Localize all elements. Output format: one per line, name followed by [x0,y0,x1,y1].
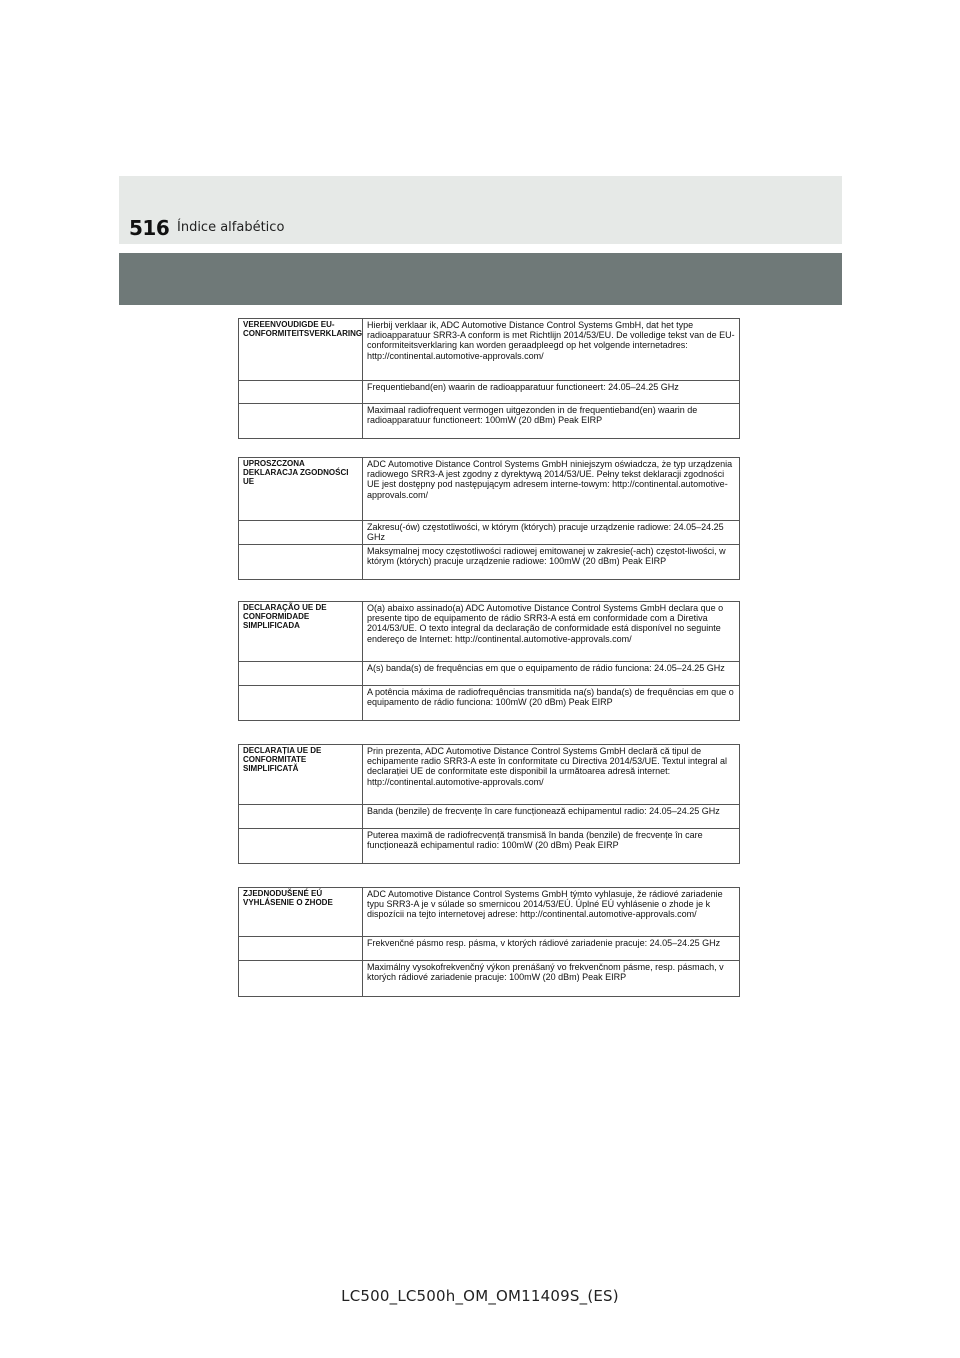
max-power-text: Puterea maximă de radiofrecvență transmisă în banda (benzile) de frecvențe în care funcționează echipamentul radio: 100mW (20 dBm) Peak EIRP [363,829,740,864]
frequency-band-text: Banda (benzile) de frecvențe în care funcționează echipamentul radio: 24.05–24.25 GHz [363,805,740,829]
declaration-text: ADC Automotive Distance Control Systems GmbH niniejszym oświadcza, że typ urządzenia radiowego SRR3-A jest zgodny z dyrektywą 2014/53/UE. Pełny tekst deklaracji zgodności UE jest dostępny pod następującym adresem interne-towym: http://continental.automotive-approvals.com/ [363,458,740,521]
declaration-table-pl [238,457,740,580]
declaration-table-ro [238,744,740,864]
frequency-band-text: Zakresu(-ów) częstotliwości, w którym (których) pracuje urządzenie radiowe: 24.05–24.25 GHz [363,521,740,545]
empty-label-cell [239,961,363,997]
max-power-text: A potência máxima de radiofrequências transmitida na(s) banda(s) de frequências em que o equipamento de rádio funciona: 100mW (20 dBm) Peak EIRP [363,686,740,721]
empty-label-cell [239,829,363,864]
frequency-band-text: Frequentieband(en) waarin de radioapparatuur functioneert: 24.05–24.25 GHz [363,381,740,404]
declaration-table-nl [238,318,740,439]
declaration-text: O(a) abaixo assinado(a) ADC Automotive Distance Control Systems GmbH declara que o presente tipo de equipamento de rádio SRR3-A está em conformidade com a Diretiva 2014/53/UE. O texto integral da declaração de conformidade está disponível no seguinte endereço de Internet: http://continental.automotive-approvals.com/ [363,602,740,662]
empty-label-cell [239,805,363,829]
frequency-band-text: A(s) banda(s) de frequências em que o equipamento de rádio funciona: 24.05–24.25 GHz [363,662,740,686]
document-code: LC500_LC500h_OM_OM11409S_(ES) [341,1287,619,1305]
declaration-label: DECLARAȚIA UE DE CONFORMITATE SIMPLIFICATĂ [239,745,363,805]
declaration-label: VEREENVOUDIGDE EU-CONFORMITEITSVERKLARING [239,319,363,381]
declaration-text: Prin prezenta, ADC Automotive Distance Control Systems GmbH declară că tipul de echipamente radio SRR3-A este în conformitate cu Directiva 2014/53/UE. Textul integral al declarației UE de conformitate este disponibil la următoarea adresă internet: http://continental.automotive-approvals.com/ [363,745,740,805]
declaration-table-sk [238,887,740,997]
empty-label-cell [239,521,363,545]
declaration-text: ADC Automotive Distance Control Systems GmbH týmto vyhlasuje, že rádiové zariadenie typu SRR3-A je v súlade so smernicou 2014/53/EÚ. Úplné EÚ vyhlásenie o zhode je k dispozícii na tejto internetovej adrese: http://continental.automotive-approvals.com/ [363,888,740,937]
declaration-label: DECLARAÇÃO UE DE CONFORMIDADE SIMPLIFICADA [239,602,363,662]
declaration-label: UPROSZCZONA DEKLARACJA ZGODNOŚCI UE [239,458,363,521]
empty-label-cell [239,662,363,686]
max-power-text: Maximaal radiofrequent vermogen uitgezonden in de frequentieband(en) waarin de radioapparatuur functioneert: 100mW (20 dBm) Peak EIRP [363,404,740,439]
declaration-table-pt [238,601,740,721]
frequency-band-text: Frekvenčné pásmo resp. pásma, v ktorých rádiové zariadenie pracuje: 24.05–24.25 GHz [363,937,740,961]
page-header [119,176,842,244]
max-power-text: Maximálny vysokofrekvenčný výkon prenášaný vo frekvenčnom pásme, resp. pásmach, v ktorých rádiové zariadenie pracuje: 100mW (20 dBm) Peak EIRP [363,961,740,997]
empty-label-cell [239,686,363,721]
page-number: 516 [129,216,170,240]
declaration-label: ZJEDNODUŠENÉ EÚ VYHLÁSENIE O ZHODE [239,888,363,937]
empty-label-cell [239,545,363,580]
max-power-text: Maksymalnej mocy częstotliwości radiowej emitowanej w zakresie(-ach) częstot-liwości, w którym (których) pracuje urządzenie radiowe: 100mW (20 dBm) Peak EIRP [363,545,740,580]
declaration-text: Hierbij verklaar ik, ADC Automotive Distance Control Systems GmbH, dat het type radioapparatuur SRR3-A conform is met Richtlijn 2014/53/EU. De volledige tekst van de EU-conformiteitsverklaring kan worden geraadpleegd op het volgende internetadres: http://continental.automotive-approvals.com/ [363,319,740,381]
section-title: Índice alfabético [177,220,285,235]
header-band [119,253,842,305]
empty-label-cell [239,404,363,439]
empty-label-cell [239,381,363,404]
empty-label-cell [239,937,363,961]
